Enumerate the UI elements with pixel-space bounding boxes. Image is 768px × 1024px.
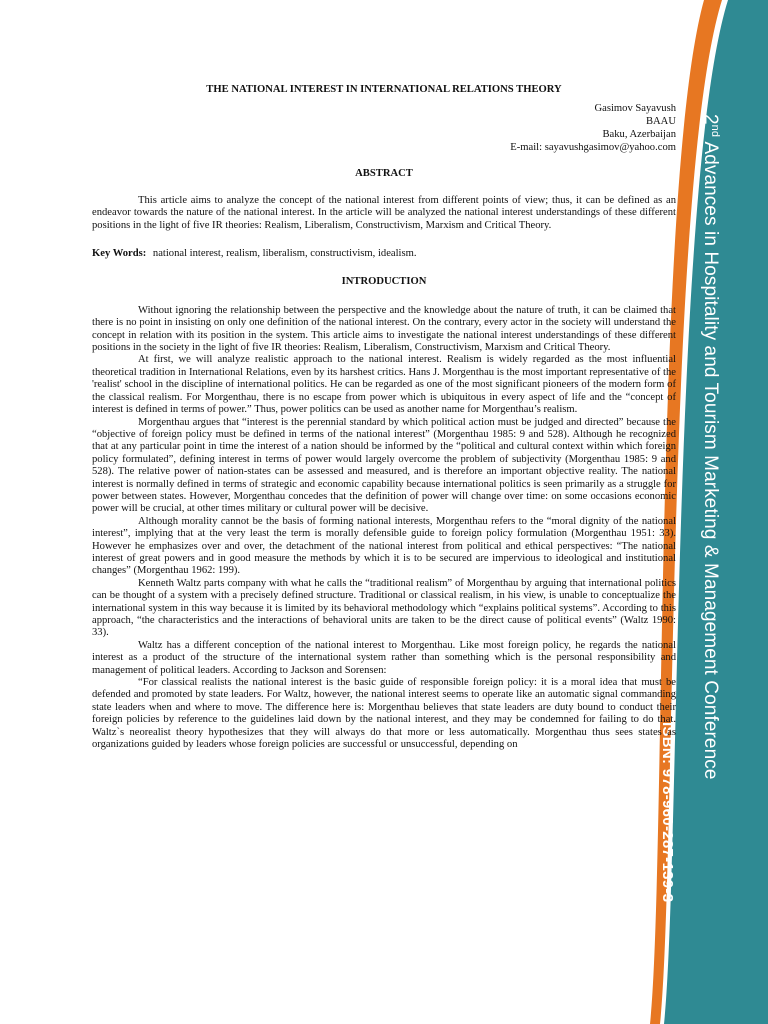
author-email: E-mail: sayavushgasimov@yahoo.com	[510, 142, 676, 154]
paper-title: THE NATIONAL INTEREST IN INTERNATIONAL RELATIONS THEORY	[206, 84, 562, 95]
conference-prefix: 2	[699, 114, 721, 125]
paper-page	[92, 84, 676, 751]
paragraph-2: At first, we will analyze realistic approach to the national interest. Realism is widely regarded as the most influential theoretical tradition in International Relations, even by its harshest critics. Hans J. Morgenthau is the most important representative of the 'realist' school in the discipline of international politics. He can be regarded as one of the most significant pioneers of the modern form of the classical realism. For Morgenthau, there is no escape from power which is ubiquitous in every aspect of life and the “concept of interest is defined in terms of power.” Thus, power politics can be used as another name for Morgenthau’s realism.	[92, 354, 676, 416]
paragraph-1: Without ignoring the relationship between the perspective and the knowledge about the nature of truth, it can be claimed that there is no point in insisting on only one definition of the national interest. On the contrary, every actor in the society will understand the concept in relation with its position in the system. This article aims to investigate the national interest understandings of these different positions in the society in the light of five IR theories: Realism, Liberalism, Constructivism, Marxism and Critical Theory.	[92, 304, 676, 354]
abstract-heading: ABSTRACT	[355, 168, 413, 180]
paragraph-6: Waltz has a different conception of the national interest to Morgenthau. Like most foreign policy, he regards the national interest as a product of the structure of the international system rather than something which is the personal responsibility and management of political leaders. According to Jackson and Sorensen:	[92, 639, 676, 676]
author-location: Baku, Azerbaijan	[602, 129, 676, 141]
keywords-label: Key Words:	[92, 248, 147, 260]
paragraph-5: Kenneth Waltz parts company with what he calls the “traditional realism” of Morgenthau by arguing that international politics can be thought of a system with a precisely defined structure. Traditional or classical realism, in his view, is unable to conceptualize the international system in this way because it is limited by its behavioral methodology which “explains political systems”. According to this approach, “the characteristics and the interactions of behavioral units are taken to be the direct cause of political events” (Waltz 1990: 33).	[92, 577, 676, 639]
conference-title	[666, 114, 754, 914]
keywords-text: national interest, realism, liberalism, constructivism, idealism.	[152, 248, 417, 260]
conference-sup: nd	[709, 124, 722, 138]
abstract-text: This article aims to analyze the concept of the national interest from different points of view; thus, it can be defined as an endeavor towards the nature of the national interest. In the article will be analyzed the national interest understandings of these different positions in the light of five IR theories: Realism, Liberalism, Constructivism, Marxism and Critical Theory.	[92, 194, 676, 231]
author-block	[92, 102, 676, 154]
isbn-label: ISBN: 978-960-287-139-3	[659, 722, 676, 903]
author-name: Gasimov Sayavush	[594, 103, 676, 115]
author-affiliation: BAAU	[645, 116, 676, 128]
introduction-heading: INTRODUCTION	[341, 276, 427, 288]
paragraph-4: Although morality cannot be the basis of forming national interests, Morgenthau refers to the “moral dignity of the national interest”, implying that at the very least the term is morally defensible guide to foreign policy formulation (Morgenthau 1951: 33). However he emphasizes over and over, the detachment of the national interest from political and ethical perspectives: “The national interest of great powers and in good measure the methods by which it is to be secured are impervious to ideological and institutional changes” (Morgenthau 1962: 199).	[92, 515, 676, 577]
paragraph-7-quote: “For classical realists the national interest is the basic guide of responsible foreign policy: it is a moral idea that must be defended and promoted by state leaders. For Waltz, however, the national interest seems to operate like an automatic signal commanding state leaders when and where to move. The difference here is: Morgenthau believes that state leaders are duty bound to conduct their foreign policies by reference to the guidelines laid down by the national interest, and they may be condemned for failing to do that. Waltz`s neorealist theory hypothesizes that they will always do that more or less automatically. Morgenthau thus sees states as organizations guided by leaders whose foreign policies are successful or unsuccessful, depending on	[92, 677, 676, 751]
paragraph-3: Morgenthau argues that “interest is the perennial standard by which political action must be judged and directed” because the “objective of foreign policy must be defined in terms of the national interest” (Morgenthau 1985: 9 and 528). Although he recognized that at any particular point in time the interest of a nation should be informed by the “political and cultural context within which foreign policy formulated”, defining interest in terms of power would largely overcome the problem of subjectivity (Morgenthau 1985: 9 and 528). The relative power of nation-states can be assessed and measured, and is therefore an important objective reality. The national interest is normally defined in terms of strategic and economic capability because international politics is seen primarily as a struggle for power between states. However, Morgenthau concedes that the definition of power will change over time: on some occasions economic power will be crucial, at other times military or cultural power will be decisive.	[92, 416, 676, 515]
conference-title-text: Advances in Hospitality and Tourism Marketing & Management Conference	[699, 137, 721, 780]
keywords	[92, 248, 676, 260]
